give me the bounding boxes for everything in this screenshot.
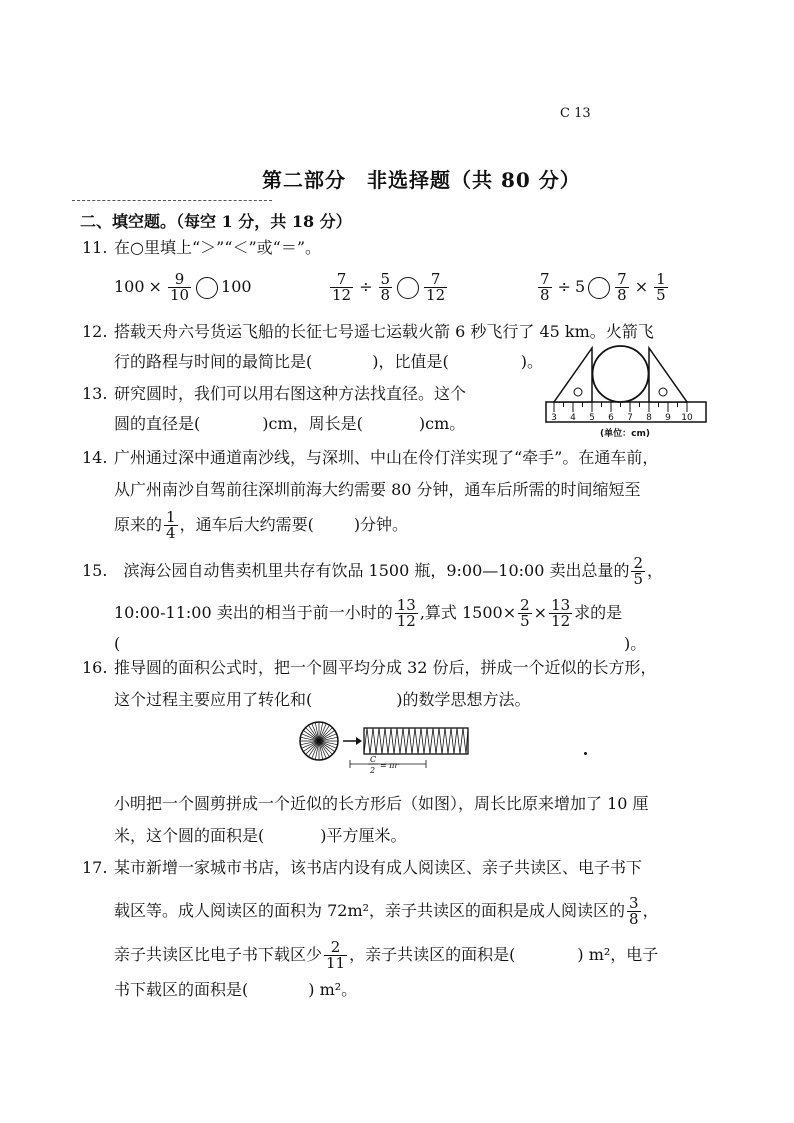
q11-number: 11.: [82, 238, 108, 257]
times-sign: ×: [148, 277, 162, 296]
measured-circle: [593, 346, 649, 402]
speck-mark: [584, 752, 587, 755]
q15-line3-open: (: [114, 634, 121, 653]
ruler-tick-label: 10: [681, 413, 693, 423]
ruler-tick-label: 4: [570, 413, 576, 423]
q11-expr-2: [328, 272, 449, 303]
fraction: $\frac{3}{8}$: [629, 894, 639, 928]
q12-line2: 行的路程与时间的最简比是( )，比值是( )。: [114, 352, 543, 371]
fraction: $\frac{1}{5}$: [656, 270, 666, 304]
answer-circle[interactable]: [196, 277, 218, 299]
ruler-tick-label: 8: [646, 413, 652, 423]
q17-line1: 某市新增一家城市书店，该书店内设有成人阅读区、亲子共读区、电子书下: [114, 858, 643, 877]
q13-number: 13.: [82, 384, 108, 403]
q14-number: 14.: [82, 448, 108, 467]
q14-line2: 从广州南沙自驾前往深圳前海大约需要 80 分钟，通车后所需的时间缩短至: [114, 480, 641, 499]
q11-e3-b: 5: [574, 277, 586, 296]
q11-expr-1: [114, 272, 252, 303]
answer-circle[interactable]: [588, 277, 610, 299]
fraction: $\frac{2}{5}$: [520, 596, 530, 630]
fraction: $\frac{7}{8}$: [617, 270, 627, 304]
ruler-tick-label: 3: [551, 413, 557, 423]
q11-text: 在○里填上“＞”“＜”或“＝”。: [114, 238, 322, 257]
corner-mark: C 13: [560, 106, 591, 121]
fraction: $\frac{7}{8}$: [540, 270, 550, 304]
q16-number: 16.: [82, 658, 108, 677]
section-rule: [72, 200, 272, 201]
ruler-tick-label: 7: [627, 413, 633, 423]
divide-sign: ÷: [359, 277, 373, 296]
ruler-tick-label: 6: [608, 413, 614, 423]
fraction: $\frac{1}{4}$: [166, 508, 176, 542]
q17-number: 17.: [82, 858, 108, 877]
fraction: $\frac{13}{12}$: [551, 596, 571, 630]
circle-to-rectangle-figure: [298, 720, 478, 776]
fraction: $\frac{7}{12}$: [426, 270, 446, 304]
q11-e1-a: 100: [114, 277, 145, 296]
q17-line4: 书下载区的面积是( ) m²。: [114, 980, 358, 999]
fraction: $\frac{5}{8}$: [380, 270, 391, 304]
fraction: $\frac{2}{5}$: [633, 554, 644, 588]
section-title: 二、填空题。（每空 1 分，共 18 分）: [80, 212, 352, 231]
q17-line2: 载区等。成人阅读区的面积为 72m²，亲子共读区的面积是成人阅读区的 $\frac{3}{8}$ ，: [114, 894, 659, 928]
q12-number: 12.: [82, 322, 108, 341]
q13-line1: 研究圆时，我们可以用右图这种方法找直径。这个: [114, 384, 467, 403]
q17-line3: 亲子共读区比电子书下载区少 $\frac{2}{11}$ ，亲子共读区的面积是( ) m²，电子: [114, 938, 659, 972]
q16-line4: 米，这个圆的面积是( )平方厘米。: [114, 826, 407, 845]
q11-expr-3: [536, 272, 670, 303]
ruler-tick-label: 9: [665, 413, 671, 423]
fig-label-c: C: [370, 755, 377, 764]
part-title: 第二部分 非选择题（共 80 分）: [262, 168, 581, 192]
answer-circle[interactable]: [397, 277, 419, 299]
q11-e1-b: 100: [221, 277, 252, 296]
q15-line2: 10:00-11:00 卖出的相当于前一小时的 $\frac{13}{12}$ ,算式 1500× $\frac{2}{5}$ × $\frac{13}{12}$ 求的是: [114, 596, 623, 630]
ruler-unit-label: (单位：cm): [600, 429, 650, 439]
fraction: $\frac{9}{10}$: [169, 270, 190, 304]
ruler-circle-figure: [540, 340, 710, 442]
fraction: $\frac{13}{12}$: [396, 596, 416, 630]
q15-line3-close: )。: [624, 634, 647, 653]
fig-label-2: 2: [370, 766, 376, 775]
q14-line3: 原来的 $\frac{1}{4}$ ，通车后大约需要( )分钟。: [114, 508, 409, 542]
fraction: $\frac{2}{11}$: [326, 938, 346, 972]
q16-line1: 推导圆的面积公式时，把一个圆平均分成 32 份后，拼成一个近似的长方形，: [114, 658, 657, 677]
q12-line1: 搭载天舟六号货运飞船的长征七号遥七运载火箭 6 秒飞行了 45 km。火箭飞: [114, 322, 654, 341]
q14-line1: 广州通过深中通道南沙线，与深圳、中山在伶仃洋实现了“牵手”。在通车前，: [114, 448, 659, 467]
q15-line1: 15. 滨海公园自动售卖机里共存有饮品 1500 瓶，9:00—10:00 卖出总量的 $\frac{2}{5}$ ，: [82, 554, 664, 588]
times-sign: ×: [634, 277, 649, 296]
q16-line2: 这个过程主要应用了转化和( )的数学思想方法。: [114, 690, 531, 709]
ruler-tick-label: 5: [589, 413, 595, 423]
divide-sign: ÷: [557, 277, 571, 296]
fraction: $\frac{7}{12}$: [332, 270, 352, 304]
q16-line3: 小明把一个圆剪拼成一个近似的长方形后（如图），周长比原来增加了 10 厘: [114, 794, 649, 813]
fig-label-pi-r: = πr: [380, 761, 399, 770]
q13-line2: 圆的直径是( )cm，周长是( )cm。: [114, 414, 466, 433]
